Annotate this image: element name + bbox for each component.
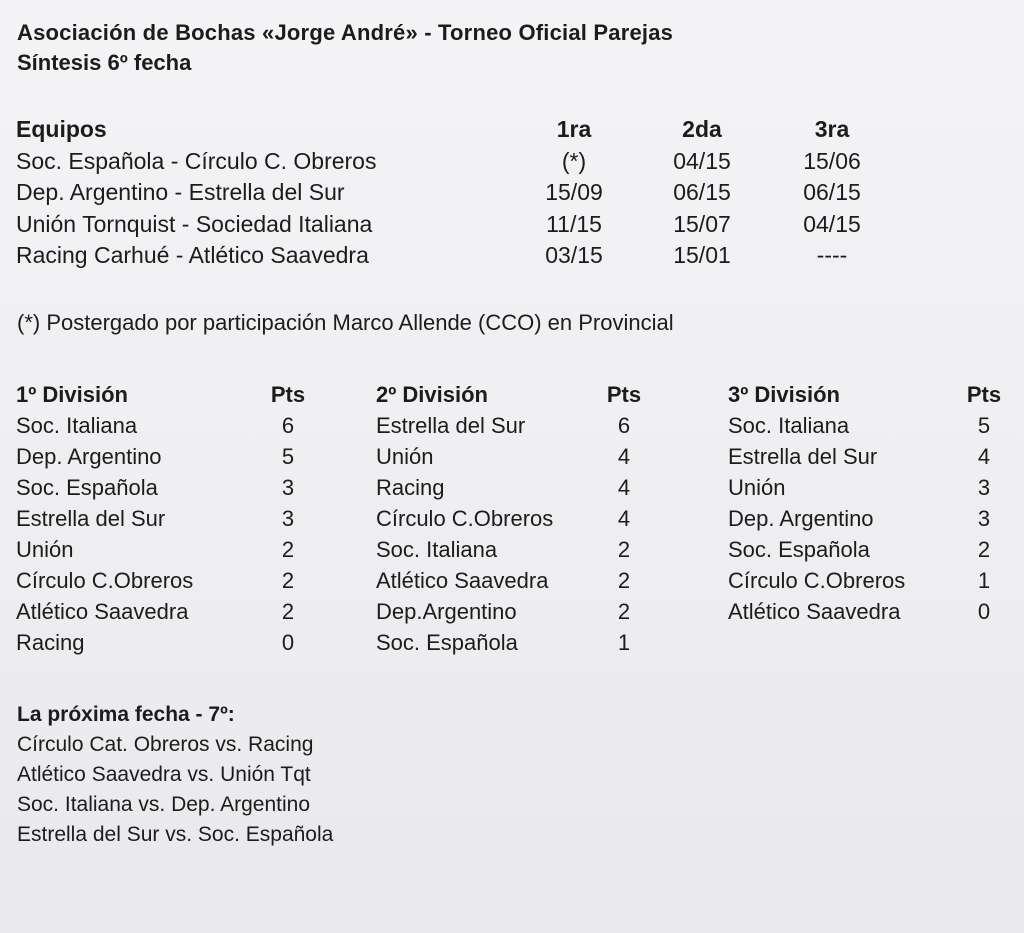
team-points: 4 <box>617 506 631 531</box>
list-item: Estrella del Sur vs. Soc. Española <box>17 823 334 846</box>
team-name: Estrella del Sur <box>16 506 166 531</box>
division-header <box>728 382 1018 413</box>
score-1ra: (*) <box>561 147 587 174</box>
table-row <box>16 537 316 568</box>
division-3-table <box>728 382 1018 630</box>
team-name: Círculo C.Obreros <box>16 568 194 593</box>
table-row <box>728 568 1018 599</box>
next-round-heading: La próxima fecha - 7º: <box>17 703 235 726</box>
team-points: 4 <box>977 444 991 469</box>
match-name: Dep. Argentino - Estrella del Sur <box>16 179 345 205</box>
team-points: 1 <box>617 630 631 655</box>
table-row <box>376 568 676 599</box>
team-name: Racing <box>16 630 85 655</box>
table-row <box>14 242 914 274</box>
table-row <box>376 444 676 475</box>
score-1ra: 03/15 <box>545 242 603 268</box>
division-title: 1º División <box>16 382 128 407</box>
team-points: 0 <box>977 599 991 624</box>
header-1ra: 1ra <box>556 116 592 142</box>
team-name: Unión <box>728 475 786 500</box>
table-row <box>728 413 1018 444</box>
team-points: 5 <box>281 444 295 469</box>
table-row <box>16 568 316 599</box>
header-equipos: Equipos <box>16 116 107 142</box>
score-3ra: 04/15 <box>803 210 861 237</box>
table-row <box>728 506 1018 537</box>
table-row <box>14 211 914 243</box>
team-name: Círculo C.Obreros <box>376 506 554 531</box>
match-name: Unión Tornquist - Sociedad Italiana <box>16 210 373 237</box>
table-row <box>728 475 1018 506</box>
team-name: Dep. Argentino <box>728 506 874 531</box>
table-row <box>14 179 914 211</box>
team-points: 6 <box>281 413 295 438</box>
score-1ra: 15/09 <box>545 179 603 205</box>
table-row <box>376 630 676 661</box>
pts-header: Pts <box>270 382 306 407</box>
results-header-row <box>14 116 914 148</box>
results-table <box>14 116 914 274</box>
score-2da: 04/15 <box>673 147 731 174</box>
team-name: Unión <box>376 444 434 469</box>
pts-header: Pts <box>606 382 642 407</box>
pts-header: Pts <box>966 382 1002 407</box>
division-title: 3º División <box>728 382 840 407</box>
team-points: 4 <box>617 444 631 469</box>
team-points: 2 <box>617 568 631 593</box>
team-name: Atlético Saavedra <box>728 599 901 624</box>
score-1ra: 11/15 <box>546 210 602 237</box>
score-2da: 15/07 <box>673 210 731 237</box>
team-name: Soc. Española <box>16 475 158 500</box>
team-name: Racing <box>376 475 445 500</box>
team-points: 2 <box>281 568 295 593</box>
table-row <box>16 475 316 506</box>
team-points: 0 <box>281 630 295 655</box>
table-row <box>376 475 676 506</box>
division-header <box>376 382 676 413</box>
score-2da: 06/15 <box>673 179 731 205</box>
document-title: Asociación de Bochas «Jorge André» - Torneo Oficial Parejas <box>17 20 674 45</box>
team-name: Atlético Saavedra <box>376 568 549 593</box>
table-row <box>376 537 676 568</box>
team-points: 2 <box>977 537 991 562</box>
table-row <box>16 599 316 630</box>
team-name: Soc. Española <box>376 630 518 655</box>
table-row <box>16 413 316 444</box>
team-points: 3 <box>281 506 295 531</box>
table-row <box>16 444 316 475</box>
team-name: Estrella del Sur <box>728 444 878 469</box>
team-points: 5 <box>977 413 991 438</box>
team-points: 6 <box>617 413 631 438</box>
team-name: Dep.Argentino <box>376 599 517 624</box>
team-points: 4 <box>617 475 631 500</box>
team-points: 3 <box>281 475 295 500</box>
document-subtitle: Síntesis 6º fecha <box>17 50 192 75</box>
team-name: Estrella del Sur <box>376 413 526 438</box>
match-name: Racing Carhué - Atlético Saavedra <box>16 242 369 268</box>
team-name: Soc. Italiana <box>16 413 138 438</box>
division-2-table <box>376 382 676 661</box>
team-name: Unión <box>16 537 74 562</box>
team-points: 2 <box>281 537 295 562</box>
next-round-section <box>17 703 333 853</box>
header-3ra: 3ra <box>814 116 850 142</box>
table-row <box>14 148 914 180</box>
team-name: Soc. Italiana <box>376 537 498 562</box>
division-header <box>16 382 316 413</box>
list-item: Atlético Saavedra vs. Unión Tqt <box>17 763 311 786</box>
table-row <box>728 537 1018 568</box>
score-3ra: 06/15 <box>803 179 861 205</box>
team-points: 3 <box>977 506 991 531</box>
score-2da: 15/01 <box>673 242 731 268</box>
match-name: Soc. Española - Círculo C. Obreros <box>16 147 377 174</box>
team-name: Dep. Argentino <box>16 444 162 469</box>
list-item: Círculo Cat. Obreros vs. Racing <box>17 733 314 756</box>
table-row <box>16 630 316 661</box>
team-name: Soc. Española <box>728 537 870 562</box>
table-row <box>728 444 1018 475</box>
team-points: 1 <box>977 568 991 593</box>
team-points: 2 <box>617 537 631 562</box>
footnote: (*) Postergado por participación Marco Allende (CCO) en Provincial <box>17 310 674 335</box>
table-row <box>376 506 676 537</box>
division-1-table <box>16 382 316 661</box>
list-item: Soc. Italiana vs. Dep. Argentino <box>17 793 311 816</box>
team-points: 2 <box>281 599 295 624</box>
team-points: 3 <box>977 475 991 500</box>
team-points: 2 <box>617 599 631 624</box>
team-name: Soc. Italiana <box>728 413 850 438</box>
team-name: Atlético Saavedra <box>16 599 189 624</box>
score-3ra: 15/06 <box>803 147 861 174</box>
table-row <box>16 506 316 537</box>
table-row <box>728 599 1018 630</box>
table-row <box>376 413 676 444</box>
table-row <box>376 599 676 630</box>
division-title: 2º División <box>376 382 488 407</box>
team-name: Círculo C.Obreros <box>728 568 906 593</box>
header-2da: 2da <box>682 116 722 142</box>
score-3ra: ---- <box>816 242 848 268</box>
